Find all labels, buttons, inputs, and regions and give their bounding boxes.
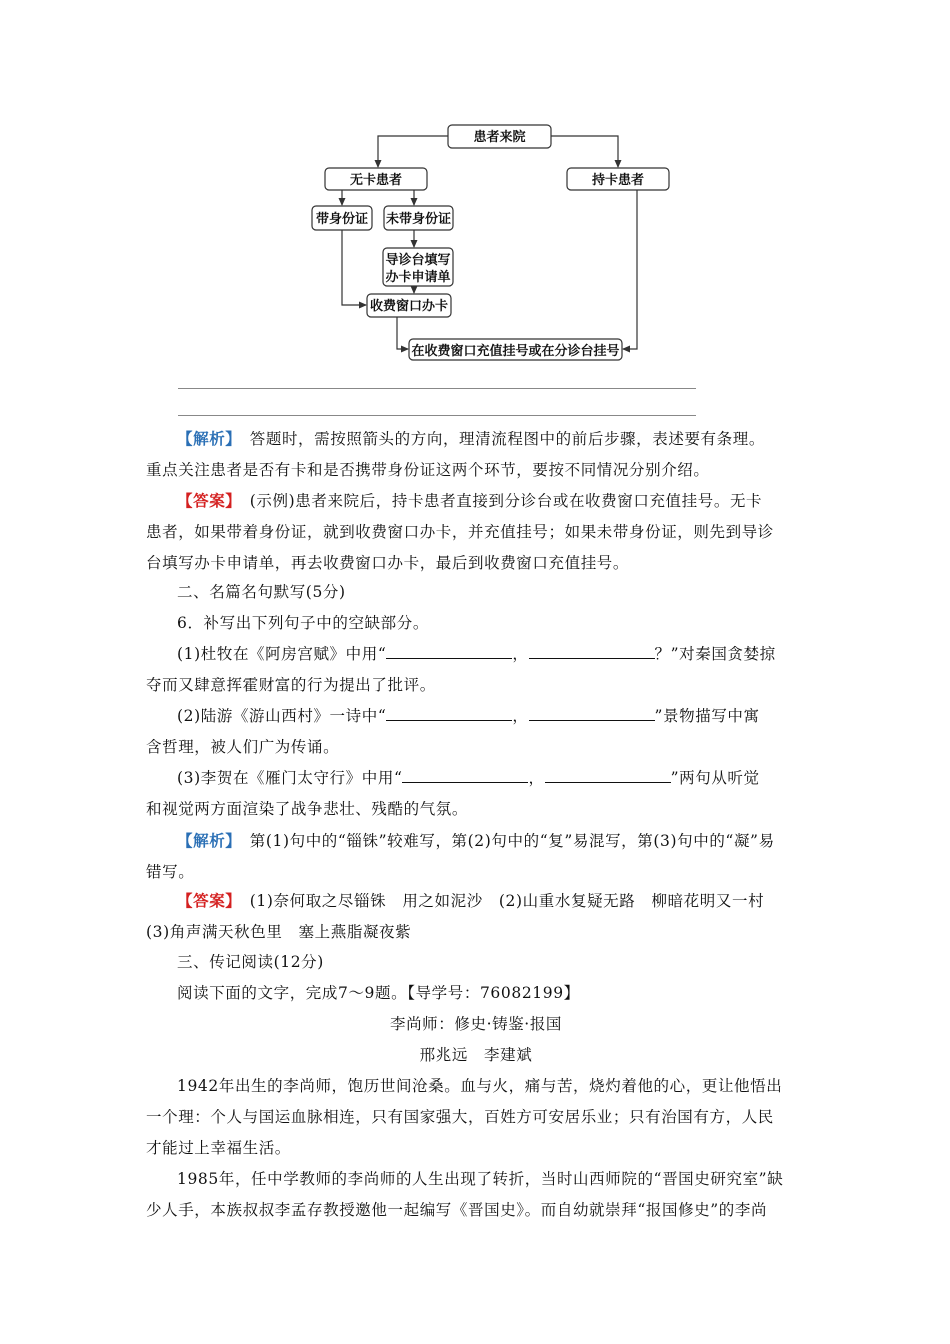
blank-3b[interactable] xyxy=(545,766,671,783)
section3-heading: 三、传记阅读(12分) xyxy=(177,953,324,971)
article-p1-line1: 1942年出生的李尚师，饱历世间沧桑。血与火，痛与苦，烧灼着他的心，更让他悟出 xyxy=(177,1077,783,1095)
q6-answer xyxy=(146,885,806,948)
q5-answer-line1: (示例)患者来院后，持卡患者直接到分诊台或在收费窗口充值挂号。无卡 xyxy=(233,492,763,510)
blank-2b[interactable] xyxy=(529,704,655,721)
q6-item2-text-a: (2)陆游《游山西村》一诗中“ xyxy=(177,707,387,725)
analysis-tag: 【解析】 xyxy=(177,429,234,448)
q6-item-3 xyxy=(146,763,806,825)
article-p2-line2: 少人手，本族叔叔李孟存教授邀他一起编写《晋国史》。而自幼就崇拜“报国修史”的李尚 xyxy=(146,1201,768,1219)
q5-analysis-line2: 重点关注患者是否有卡和是否携带身份证这两个环节，要按不同情况分别介绍。 xyxy=(146,461,710,479)
arrow-arrive-to-nocard xyxy=(378,136,448,167)
article-paragraph-2 xyxy=(146,1164,806,1226)
node-fee-window-card: 收费窗口办卡 xyxy=(369,299,449,314)
node-final-register: 在收费窗口充值挂号或在分诊台挂号 xyxy=(411,344,620,359)
answer-tag: 【答案】 xyxy=(177,491,234,510)
blank-1b[interactable] xyxy=(529,642,655,659)
q6-analysis-line2: 错写。 xyxy=(146,863,195,881)
article-authors: 邢兆远 李建斌 xyxy=(419,1046,533,1064)
arrow-hascard-to-final xyxy=(623,190,637,349)
section3-instruction: 阅读下面的文字，完成7～9题。【导学号：76082199】 xyxy=(177,984,580,1002)
answer-blank-line-2 xyxy=(178,415,696,416)
q6-item-1 xyxy=(146,639,806,701)
q6-item1-line2: 夺而又肆意挥霍财富的行为提出了批评。 xyxy=(146,676,436,694)
node-has-card: 持卡患者 xyxy=(591,173,645,188)
node-no-card: 无卡患者 xyxy=(349,173,403,188)
arrow-withid-to-fee xyxy=(342,230,366,305)
article-p1-line3: 才能过上幸福生活。 xyxy=(146,1139,291,1157)
registration-flowchart xyxy=(0,0,950,380)
answer-tag: 【答案】 xyxy=(177,891,234,910)
article-title: 李尚师：修史·铸鉴·报国 xyxy=(389,1015,563,1033)
node-without-id: 未带身份证 xyxy=(385,212,452,227)
q5-analysis xyxy=(146,423,806,486)
arrow-arrive-to-hascard xyxy=(551,136,618,167)
article-paragraph-1 xyxy=(146,1071,806,1164)
section2-heading: 二、名篇名句默写(5分) xyxy=(177,583,346,601)
analysis-tag: 【解析】 xyxy=(177,831,234,850)
q6-answer-line2: (3)角声满天秋色里 塞上燕脂凝夜紫 xyxy=(146,923,412,941)
q6-analysis xyxy=(146,825,806,888)
q6-item1-text-b: ？”对秦国贪婪掠 xyxy=(654,645,776,663)
blank-1a[interactable] xyxy=(386,642,512,659)
q5-analysis-line1: 答题时，需按照箭头的方向，理清流程图中的前后步骤，表述要有条理。 xyxy=(233,430,765,448)
blank-2a[interactable] xyxy=(386,704,512,721)
q6-item3-text-b: ”两句从听觉 xyxy=(670,769,760,787)
q6-item3-line2: 和视觉两方面渲染了战争悲壮、残酷的气氛。 xyxy=(146,800,469,818)
q6-item-2 xyxy=(146,701,806,763)
answer-blank-line-1 xyxy=(178,388,696,389)
article-p2-line1: 1985年，任中学教师的李尚师的人生出现了转折，当时山西师院的“晋国史研究室”缺 xyxy=(177,1170,784,1188)
blank-3a[interactable] xyxy=(402,766,528,783)
q6-stem: 6．补写出下列句子中的空缺部分。 xyxy=(177,614,429,632)
node-guide-desk-line1: 导诊台填写 xyxy=(385,253,451,268)
q5-answer xyxy=(146,485,806,579)
node-guide-desk-line2: 办卡申请单 xyxy=(385,270,451,285)
q6-item2-sep: ， xyxy=(512,707,529,725)
q6-item1-text-a: (1)杜牧在《阿房宫赋》中用“ xyxy=(177,645,387,663)
q6-item3-sep: ， xyxy=(528,769,545,787)
q6-item3-text-a: (3)李贺在《雁门太守行》中用“ xyxy=(177,769,403,787)
q6-item2-line2: 含哲理，被人们广为传诵。 xyxy=(146,738,340,756)
arrow-fee-to-final xyxy=(397,317,408,349)
node-with-id: 带身份证 xyxy=(315,212,369,227)
q5-answer-line3: 台填写办卡申请单，再去收费窗口办卡，最后到收费窗口充值挂号。 xyxy=(146,554,630,572)
q6-item1-sep: ， xyxy=(512,645,529,663)
article-p1-line2: 一个理：个人与国运血脉相连，只有国家强大，百姓方可安居乐业；只有治国有方，人民 xyxy=(146,1108,774,1126)
q6-item2-text-b: ”景物描写中寓 xyxy=(654,707,760,725)
node-patient-arrives: 患者来院 xyxy=(473,130,526,145)
q6-analysis-line1: 第(1)句中的“锱铢”较难写，第(2)句中的“复”易混写，第(3)句中的“凝”易 xyxy=(233,832,775,850)
q6-answer-line1: (1)奈何取之尽锱铢 用之如泥沙 (2)山重水复疑无路 柳暗花明又一村 xyxy=(233,892,765,910)
q5-answer-line2: 患者，如果带着身份证，就到收费窗口办卡，并充值挂号；如果未带身份证，则先到导诊 xyxy=(146,523,774,541)
